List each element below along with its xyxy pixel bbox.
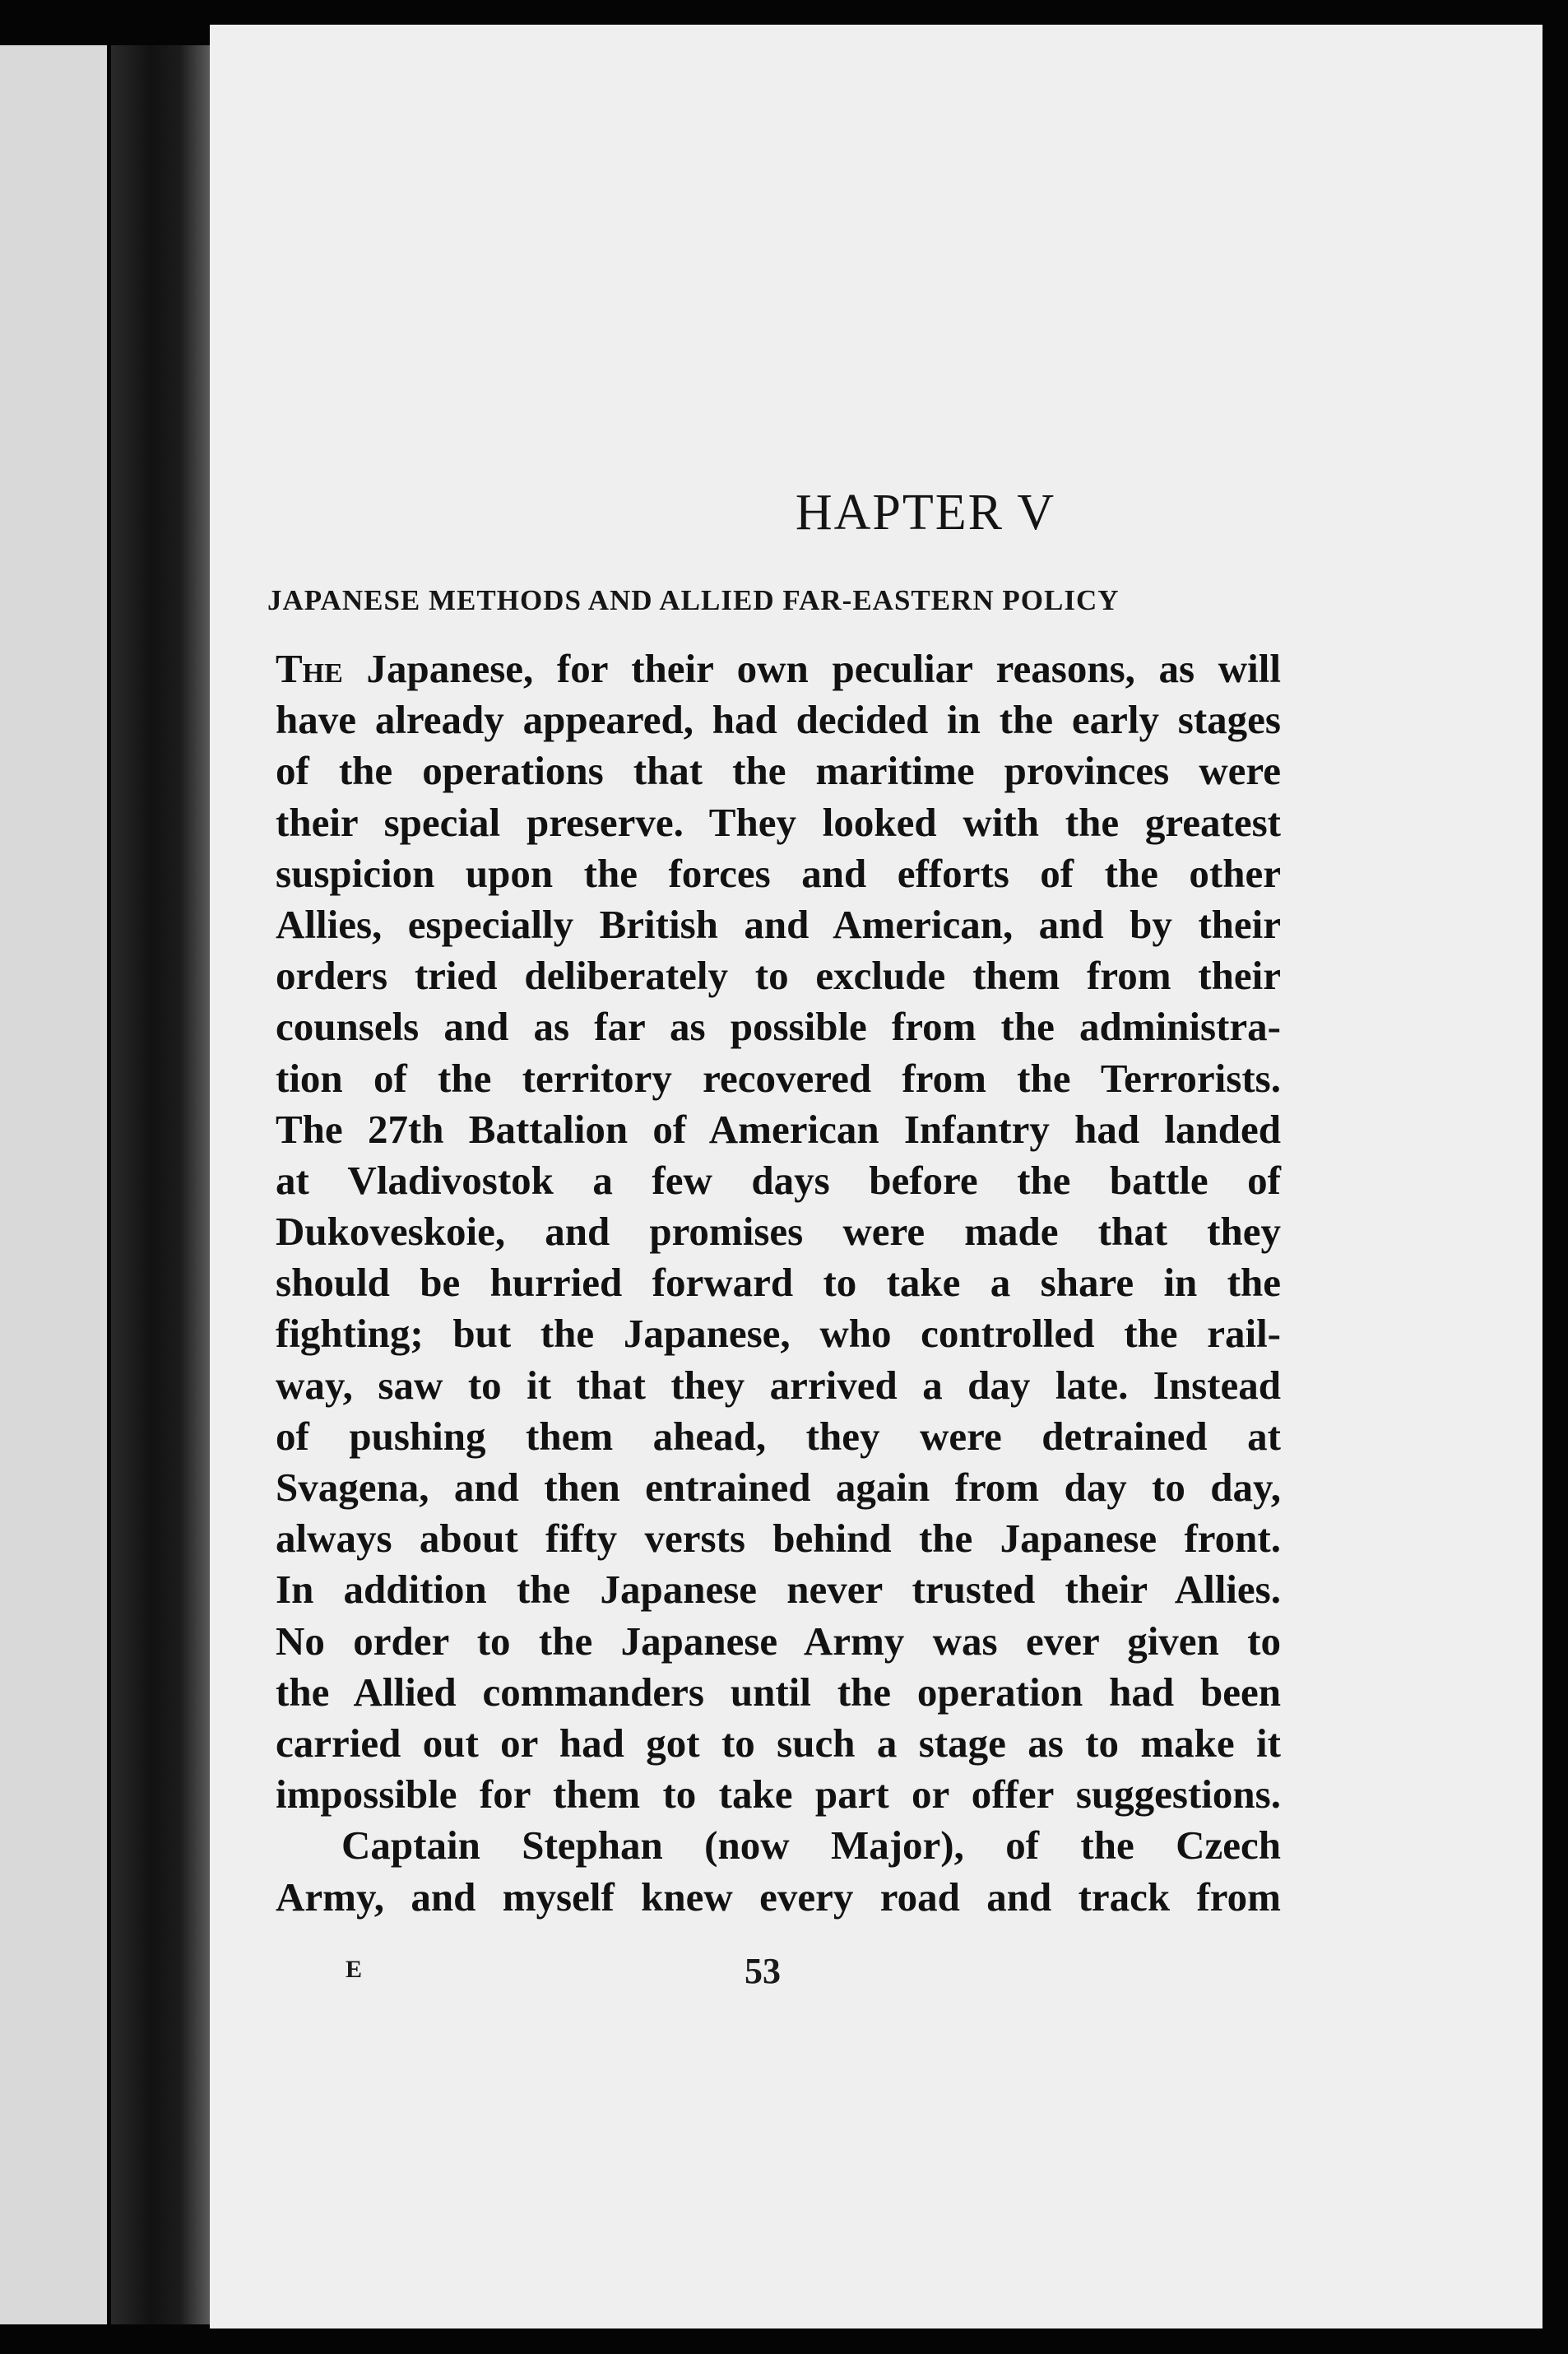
text-line: In addition the Japanese never trusted their Allies. [276, 1567, 1281, 1613]
text-line: Svagena, and then entrained again from day to day, [276, 1465, 1281, 1510]
page-number: 53 [745, 1951, 781, 1991]
book-page [210, 25, 1542, 2328]
text-line: Captain Stephan (now Major), of the Czech [341, 1822, 1281, 1869]
text-line: their special preserve. They looked with the greatest [276, 799, 1281, 845]
text-line: orders tried deliberately to exclude them from their [276, 953, 1281, 999]
text-line: No order to the Japanese Army was ever given to [276, 1618, 1281, 1664]
text-line: way, saw to it that they arrived a day late. Instead [276, 1362, 1281, 1408]
left-page-edge [0, 45, 107, 2324]
body-text [276, 643, 1281, 1923]
text-line: Army, and myself knew every road and track from [276, 1873, 1281, 1920]
text-line: suspicion upon the forces and efforts of the other [276, 850, 1281, 896]
text-line: at Vladivostok a few days before the battle of [276, 1157, 1281, 1203]
text-line: always about fifty versts behind the Japanese front. [276, 1516, 1281, 1562]
text-line: fighting; but the Japanese, who controlled the rail- [276, 1311, 1281, 1357]
chapter-subtitle: JAPANESE METHODS AND ALLIED FAR-EASTERN POLICY [267, 584, 1120, 616]
text-line: The Japanese, for their own peculiar reasons, as will [276, 646, 1281, 691]
text-line: the Allied commanders until the operation had been [276, 1669, 1281, 1715]
first-word: The [276, 646, 343, 691]
text-line: The 27th Battalion of American Infantry had landed [276, 1106, 1281, 1152]
book-spine [111, 45, 210, 2324]
text-line: have already appeared, had decided in the early stages [276, 697, 1281, 743]
text-line: impossible for them to take part or offer suggestions. [276, 1771, 1281, 1818]
text-line: counsels and as far as possible from the administra- [276, 1004, 1281, 1050]
text-line: should be hurried forward to take a share in the [276, 1260, 1281, 1306]
text-line: Allies, especially British and American, and by their [276, 901, 1281, 947]
chapter-heading: HAPTER V [795, 485, 1056, 541]
text-line: of pushing them ahead, they were detrained at [276, 1413, 1281, 1459]
text-line: of the operations that the maritime provinces were [276, 748, 1281, 794]
text-line: tion of the territory recovered from the Terrorists. [276, 1055, 1281, 1101]
text-line: Dukoveskoie, and promises were made that they [276, 1209, 1281, 1255]
signature-mark: E [346, 1956, 363, 1983]
text-line: carried out or had got to such a stage as to make it [276, 1720, 1281, 1766]
